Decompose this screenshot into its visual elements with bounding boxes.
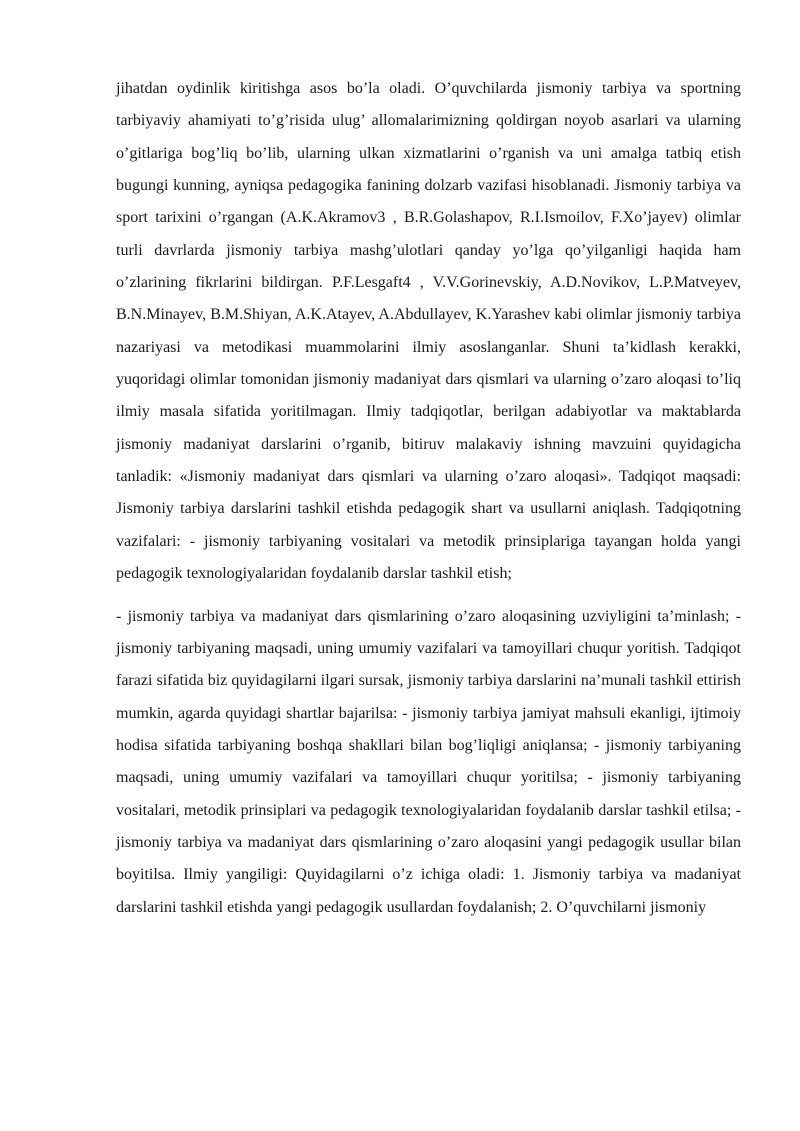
document-page xyxy=(116,73,741,924)
body-paragraph-2: - jismoniy tarbiya va madaniyat dars qismlarining o’zaro aloqasining uzviyligini ta’minlash; - jismoniy tarbiyaning maqsadi, uning umumiy vazifalari va tamoyillari chuqur yoritish. Tadqiqot farazi sifatida biz quyidagilarni ilgari sursak, jismoniy tarbiya darslarini na’munali tashkil ettirish mumkin, agarda quyidagi shartlar bajarilsa: - jismoniy tarbiya jamiyat mahsuli ekanligi, ijtimoiy hodisa sifatida tarbiyaning boshqa shakllari bilan bog’liqligi aniqlansa; - jismoniy tarbiyaning maqsadi, uning umumiy vazifalari va tamoyillari chuqur yoritilsa; - jismoniy tarbiyaning vositalari, metodik prinsiplari va pedagogik texnologiyalaridan foydalanib darslar tashkil etilsa; - jismoniy tarbiya va madaniyat dars qismlarining o’zaro aloqasini yangi pedagogik usullar bilan boyitilsa. Ilmiy yangiligi: Quyidagilarni o’z ichiga oladi: 1. Jismoniy tarbiya va madaniyat darslarini tashkil etishda yangi pedagogik usullardan foydalanish; 2. O’quvchilarni jismoniy xyxy=(116,607,741,916)
body-paragraph-1: jihatdan oydinlik kiritishga asos bo’la oladi. O’quvchilarda jismoniy tarbiya va sportning tarbiyaviy ahamiyati to’g’risida ulug’ allomalarimizning qoldirgan noyob asarlari va ularning o’gitlariga bog’liq bo’lib, ularning ulkan xizmatlarini o’rganish va uni amalga tatbiq etish bugungi kunning, ayniqsa pedagogika fanining dolzarb vazifasi hisoblanadi. Jismoniy tarbiya va sport tarixini o’rgangan (A.K.Akramov3 , B.R.Golashapov, R.I.Ismoilov, F.Xo’jayev) olimlar turli davrlarda jismoniy tarbiya mashg’ulotlari qanday yo’lga qo’yilganligi haqida ham o’zlarining fikrlarini bildirgan. P.F.Lesgaft4 , V.V.Gorinevskiy, A.D.Novikov, L.P.Matveyev, B.N.Minayev, B.M.Shiyan, A.K.Atayev, A.Abdullayev, K.Yarashev kabi olimlar jismoniy tarbiya nazariyasi va metodikasi muammolarini ilmiy asoslanganlar. Shuni ta’kidlash kerakki, yuqoridagi olimlar tomonidan jismoniy madaniyat dars qismlari va ularning o’zaro aloqasi to’liq ilmiy masala sifatida yoritilmagan. Ilmiy tadqiqotlar, berilgan adabiyotlar va maktablarda jismoniy madaniyat darslarini o’rganib, bitiruv malakaviy ishning mavzuini quyidagicha tanladik: «Jismoniy madaniyat dars qismlari va ularning o’zaro aloqasi». Tadqiqot maqsadi: Jismoniy tarbiya darslarini tashkil etishda pedagogik shart va usullarni aniqlash. Tadqiqotning vazifalari: - jismoniy tarbiyaning vositalari va metodik prinsiplariga tayangan holda yangi pedagogik texnologiyalaridan foydalanib darslar tashkil etish; xyxy=(116,80,741,583)
